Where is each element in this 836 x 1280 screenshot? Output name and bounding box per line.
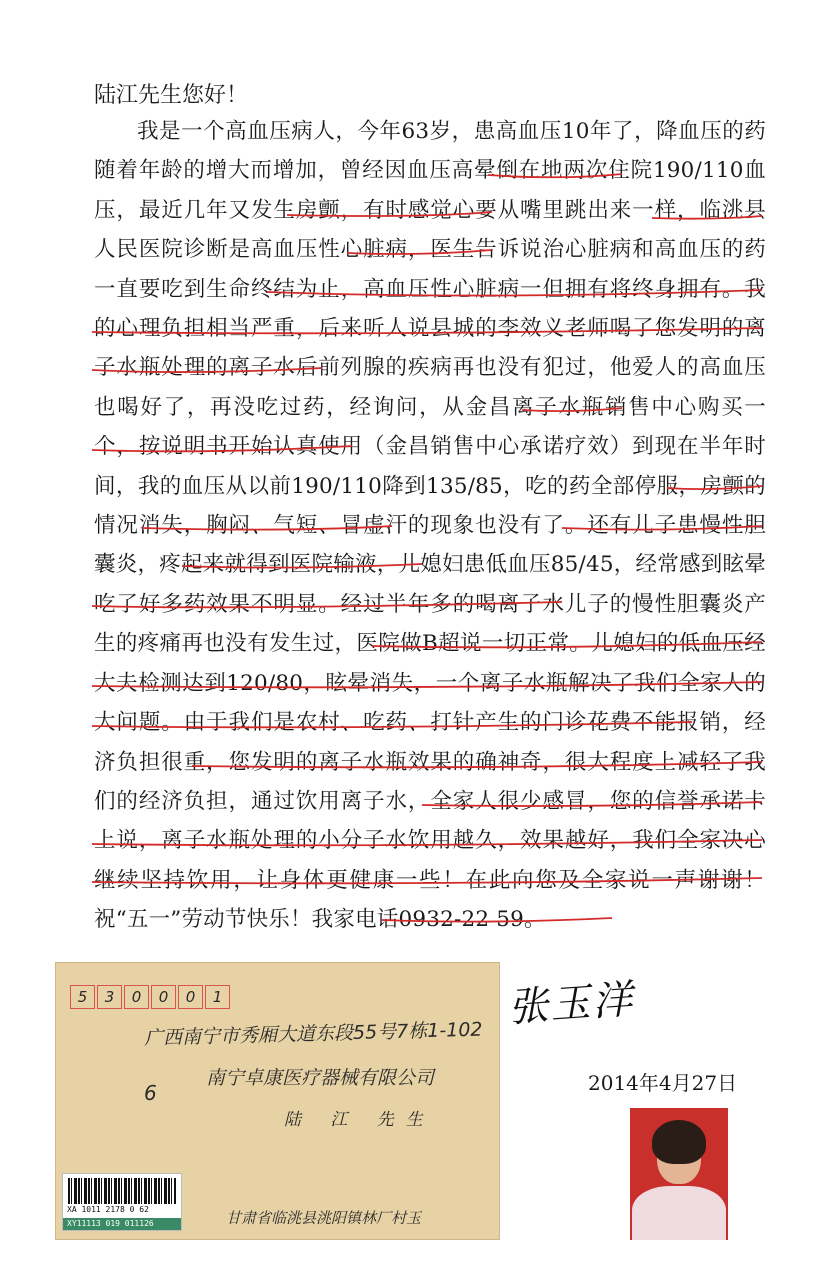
envelope-sender: 甘肃省临洮县洮阳镇林厂村玉 (226, 1209, 422, 1227)
barcode-label (62, 1173, 182, 1231)
envelope-mark: 6 (144, 1081, 157, 1105)
envelope-address-line-2: 南宁卓康医疗器械有限公司 (206, 1067, 435, 1089)
letter-date: 2014年4月27日 (588, 1071, 738, 1095)
postal-code-boxes (70, 985, 230, 1009)
zip-digit: 0 (151, 985, 176, 1009)
barcode-bars (68, 1178, 176, 1204)
photo-hair (652, 1120, 706, 1164)
zip-digit: 3 (97, 985, 122, 1009)
letter-body: 我是一个高血压病人，今年63岁，患高血压10年了，降血压的药随着年龄的增大而增加，曾经因血压高晕倒在地两次住院190/110血压，最近几年又发生房颤，有时感觉心要从嘴里跳出来一样，临洮县人民医院诊断是高血压性心脏病，医生告诉说治心脏病和高血压的药一直要吃到生命终结为止，高血压性心脏病一但拥有将终身拥有。我的心理负担相当严重，后来听人说县城的李效义老师喝了您发明的离子水瓶处理的离子水后前列腺的疾病再也没有犯过，他爱人的高血压也喝好了，再没吃过药，经询问，从金昌离子水瓶销售中心购买一个，按说明书开始认真使用（金昌销售中心承诺疗效）到现在半年时间，我的血压从以前190/110降到135/85，吃的药全部停服，房颤的情况消失，胸闷、气短、冒虚汗的现象也没有了。还有儿子患慢性胆囊炎，疼起来就得到医院输液，儿媳妇患低血压85/45，经常感到眩晕吃了好多药效果不明显。经过半年多的喝离子水儿子的慢性胆囊炎产生的疼痛再也没有发生过，医院做B超说一切正常。儿媳妇的低血压经大夫检测达到120/80，眩晕消失，一个离子水瓶解决了我们全家人的大问题。由于我们是农村、吃药、打针产生的门诊花费不能报销，经济负担很重，您发明的离子水瓶效果的确神奇，很大程度上减轻了我们的经济负担，通过饮用离子水，全家人很少感冒，您的信誉承诺卡上说，离子水瓶处理的小分子水饮用越久，效果越好，我们全家决心继续坚持饮用，让身体更健康一些！在此向您及全家说一声谢谢！祝“五一”劳动节快乐！我家电话0932-22 59。 (94, 119, 766, 933)
envelope-recipient: 陆 江 先生 (284, 1110, 435, 1130)
letter-greeting: 陆江先生您好！ (94, 83, 249, 108)
envelope (55, 962, 500, 1240)
barcode-number: XA 1011 2178 0 62 (67, 1205, 149, 1214)
portrait-photo (630, 1108, 728, 1240)
handwritten-signature: 张玉洋 (506, 976, 636, 1032)
zip-digit: 0 (124, 985, 149, 1009)
envelope-address-line-1: 广西南宁市秀厢大道东段55号7栋1-102 (143, 1018, 483, 1050)
zip-digit: 0 (178, 985, 203, 1009)
zip-digit: 5 (70, 985, 95, 1009)
zip-digit: 1 (205, 985, 230, 1009)
photo-body (632, 1186, 726, 1240)
barcode-strip: XY11113 019 011126 (63, 1218, 181, 1230)
